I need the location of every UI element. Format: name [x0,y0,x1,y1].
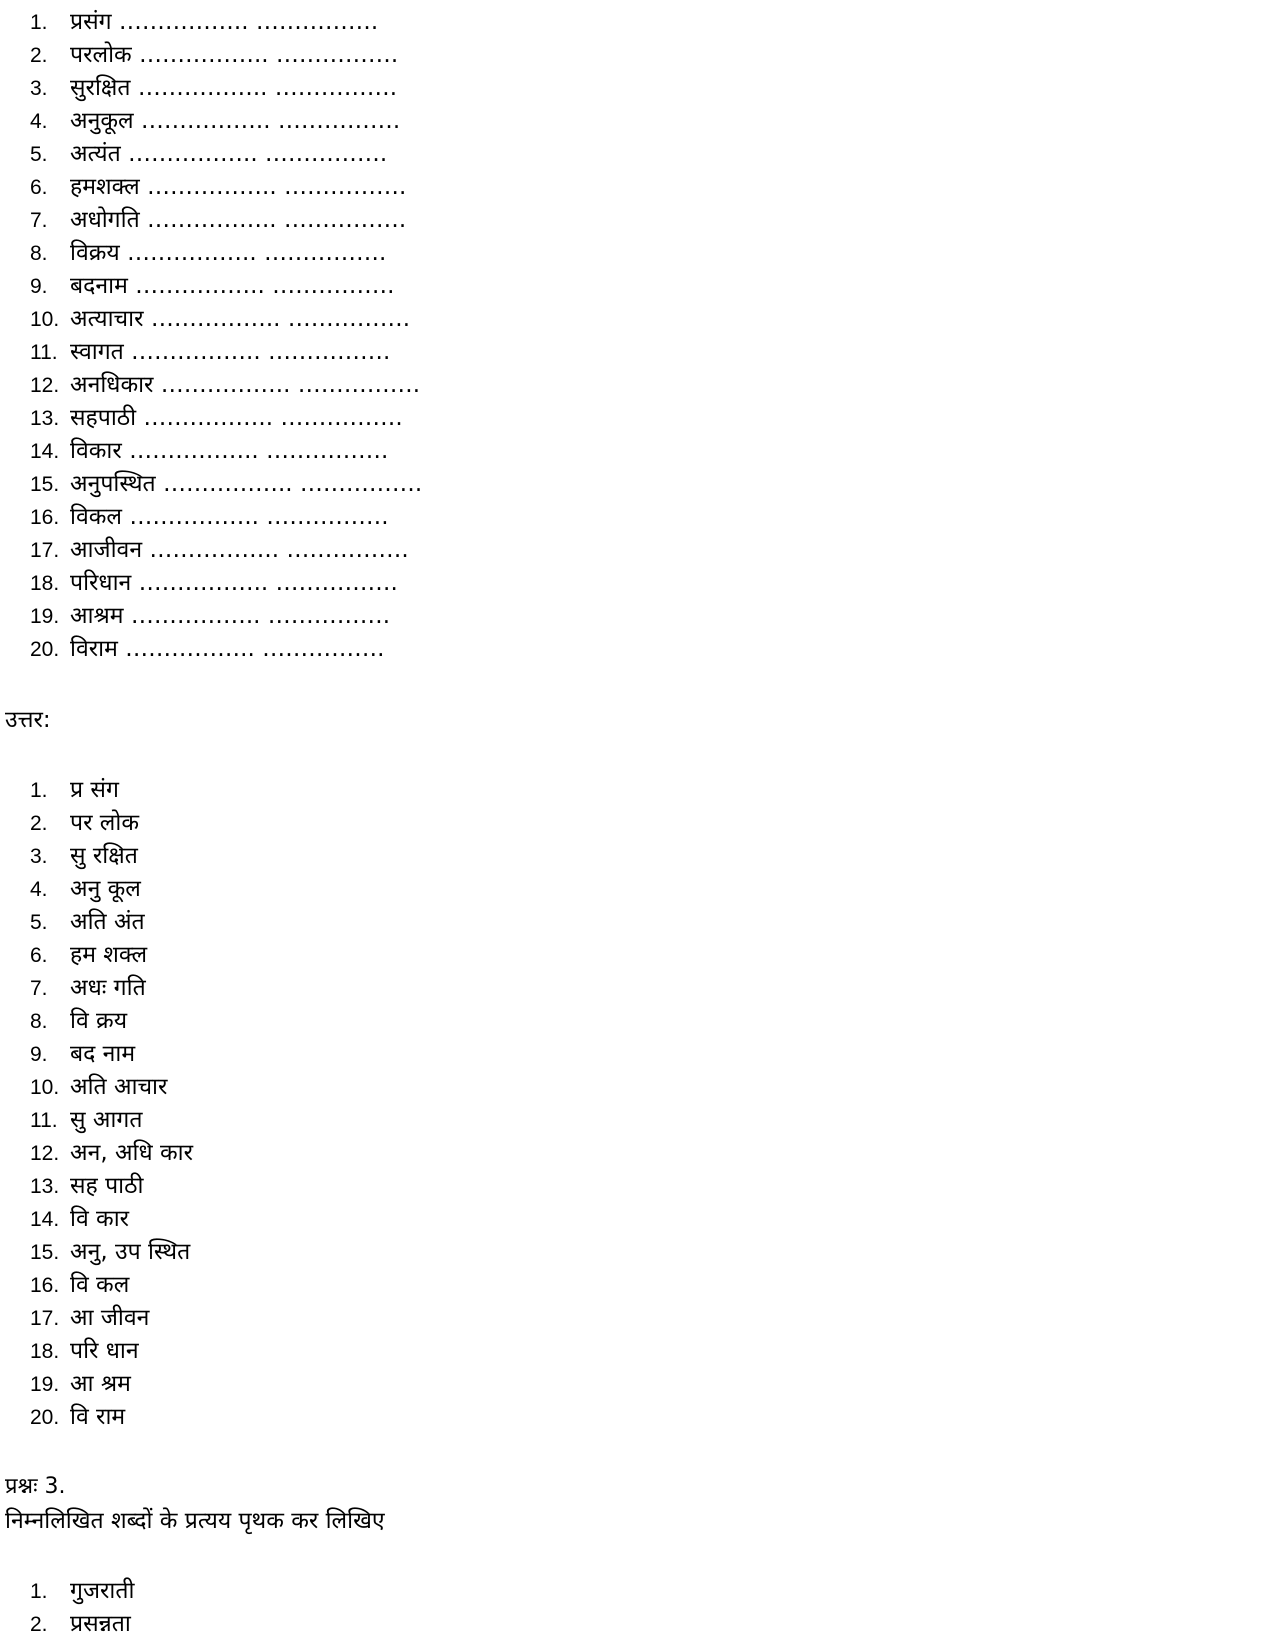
item-text: अन, अधि कार [70,1140,193,1166]
item-text: वि कार [70,1206,130,1232]
item-number: 2. [30,1613,48,1636]
item-number: 11. [30,1109,58,1132]
list-item [0,204,1275,237]
list-item [0,1269,1275,1302]
list-item [0,6,1275,39]
list-item [0,138,1275,171]
list-item [0,39,1275,72]
list-item [0,237,1275,270]
item-number: 16. [30,1274,60,1297]
item-text: हमशक्ल …………….. ……………. [70,174,407,200]
list-item [0,171,1275,204]
item-text: अधोगति …………….. ……………. [70,207,407,233]
item-number: 1. [30,1580,48,1603]
list-item [0,1335,1275,1368]
item-number: 3. [30,845,48,868]
item-number: 18. [30,572,60,595]
list-item [0,1302,1275,1335]
item-number: 15. [30,473,60,496]
item-text: प्र संग [70,777,119,803]
item-text: सह पाठी [70,1173,144,1199]
item-text: अनुकूल …………….. ……………. [70,108,401,134]
item-text: परलोक …………….. ……………. [70,42,399,68]
item-number: 4. [30,878,48,901]
item-number: 5. [30,911,48,934]
item-text: बद नाम [70,1041,136,1067]
item-text: अधः गति [70,975,146,1001]
list-item [0,369,1275,402]
item-number: 1. [30,779,48,802]
item-text: अनधिकार …………….. ……………. [70,372,421,398]
item-text: आश्रम …………….. ……………. [70,603,391,629]
item-text: अनु, उप स्थित [70,1239,191,1265]
item-number: 2. [30,812,48,835]
item-text: अत्यंत …………….. ……………. [70,141,388,167]
list-item [0,402,1275,435]
list-item [0,1401,1275,1434]
item-number: 6. [30,944,48,967]
item-text: सहपाठी …………….. ……………. [70,405,403,431]
item-text: सुरक्षित …………….. ……………. [70,75,398,101]
item-text: पर लोक [70,810,139,836]
list-item [0,1368,1275,1401]
list-item [0,501,1275,534]
item-number: 2. [30,44,48,67]
item-number: 12. [30,1142,60,1165]
list-item [0,105,1275,138]
item-number: 1. [30,11,48,34]
exercise-list [0,6,1275,666]
item-number: 4. [30,110,48,133]
item-number: 20. [30,1406,60,1429]
question-text: निम्नलिखित शब्दों के प्रत्यय पृथक कर लिखिए [5,1508,385,1534]
item-number: 17. [30,539,60,562]
item-number: 9. [30,275,48,298]
item-text: विकल …………….. ……………. [70,504,389,530]
list-item [0,840,1275,873]
item-number: 10. [30,308,60,331]
item-text: आ श्रम [70,1371,131,1397]
item-text: प्रसंग …………….. ……………. [70,9,379,35]
item-number: 8. [30,242,48,265]
question-list [0,1575,1275,1641]
list-item [0,774,1275,807]
item-text: अत्याचार …………….. ……………. [70,306,411,332]
list-item [0,600,1275,633]
list-item [0,972,1275,1005]
item-text: वि क्रय [70,1008,128,1034]
item-number: 14. [30,440,60,463]
answer-list [0,774,1275,1434]
list-item [0,303,1275,336]
item-number: 14. [30,1208,60,1231]
item-text: आजीवन …………….. ……………. [70,537,409,563]
item-text: परिधान …………….. ……………. [70,570,398,596]
item-number: 13. [30,407,60,430]
list-item [0,336,1275,369]
item-number: 13. [30,1175,60,1198]
item-text: वि राम [70,1404,126,1430]
item-text: विकार …………….. ……………. [70,438,389,464]
list-item [0,1104,1275,1137]
item-number: 9. [30,1043,48,1066]
item-number: 7. [30,209,48,232]
item-text: आ जीवन [70,1305,150,1331]
item-text: वि कल [70,1272,130,1298]
list-item [0,1203,1275,1236]
item-number: 19. [30,605,60,628]
list-item [0,1038,1275,1071]
item-text: गुजराती [70,1578,135,1604]
item-text: हम शक्ल [70,942,148,968]
item-number: 16. [30,506,60,529]
question-number: प्रश्नः 3. [5,1474,66,1499]
list-item [0,1170,1275,1203]
item-number: 20. [30,638,60,661]
item-number: 19. [30,1373,60,1396]
item-text: परि धान [70,1338,139,1364]
item-number: 6. [30,176,48,199]
list-item [0,534,1275,567]
item-text: अनु कूल [70,876,141,902]
list-item [0,939,1275,972]
list-item [0,906,1275,939]
list-item [0,873,1275,906]
item-text: विक्रय …………….. ……………. [70,240,387,266]
item-text: विराम …………….. ……………. [70,636,385,662]
list-item [0,1608,1275,1641]
item-text: प्रसन्नता [70,1611,131,1637]
list-item [0,270,1275,303]
list-item [0,468,1275,501]
item-text: सु रक्षित [70,843,138,869]
item-number: 7. [30,977,48,1000]
item-text: अति आचार [70,1074,168,1100]
item-number: 10. [30,1076,60,1099]
item-text: अनुपस्थित …………….. ……………. [70,471,423,497]
item-number: 17. [30,1307,60,1330]
item-text: सु आगत [70,1107,143,1133]
item-number: 8. [30,1010,48,1033]
list-item [0,1137,1275,1170]
list-item [0,1005,1275,1038]
item-text: स्वागत …………….. ……………. [70,339,391,365]
list-item [0,1575,1275,1608]
item-number: 12. [30,374,60,397]
item-text: अति अंत [70,909,145,935]
item-number: 18. [30,1340,60,1363]
list-item [0,633,1275,666]
list-item [0,435,1275,468]
list-item [0,1071,1275,1104]
answer-heading: उत्तर: [5,707,51,733]
item-number: 3. [30,77,48,100]
list-item [0,1236,1275,1269]
item-number: 5. [30,143,48,166]
item-number: 15. [30,1241,60,1264]
item-text: बदनाम …………….. ……………. [70,273,395,299]
list-item [0,72,1275,105]
list-item [0,807,1275,840]
list-item [0,567,1275,600]
item-number: 11. [30,341,58,364]
